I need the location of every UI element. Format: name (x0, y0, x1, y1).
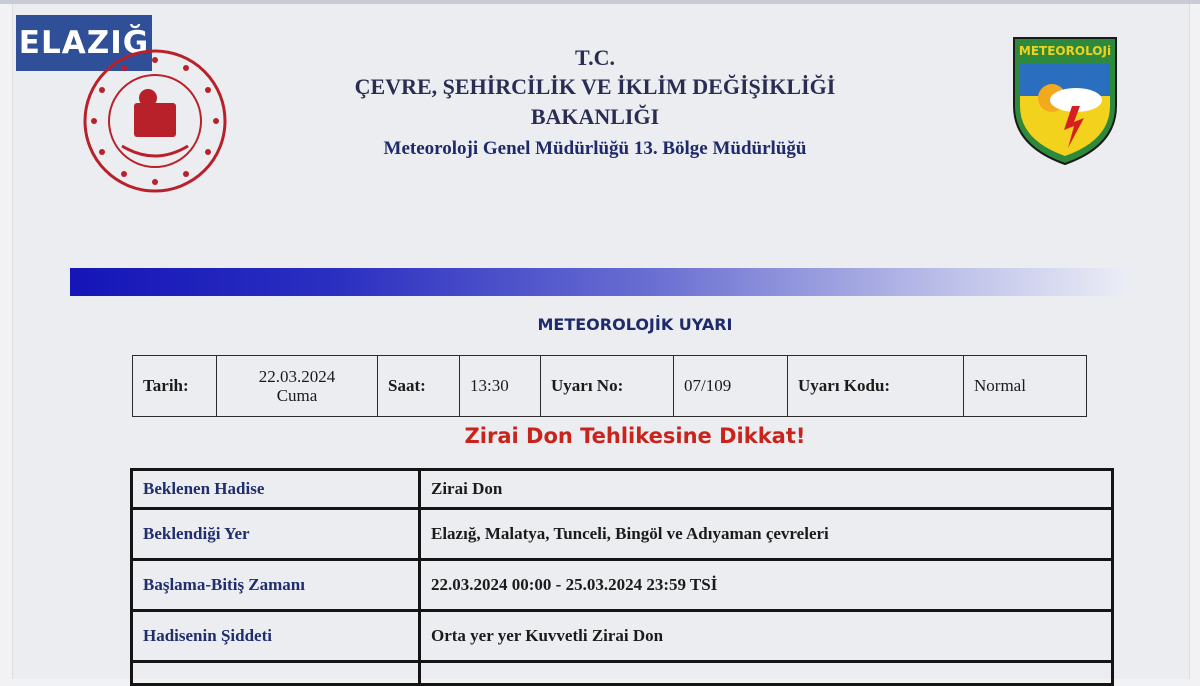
date-label: Tarih: (133, 356, 217, 417)
details-row-partial (132, 662, 1113, 685)
header-line-3: BAKANLIĞI (530, 104, 660, 129)
decorative-gradient-band (70, 268, 1132, 296)
meteoroloji-logo-text: METEOROLOJi (1018, 44, 1112, 58)
header-line-4: Meteoroloji Genel Müdürlüğü 13. Bölge Müdürlüğü (383, 138, 807, 159)
details-key: Beklendiği Yer (132, 509, 420, 560)
details-key: Hadisenin Şiddeti (132, 611, 420, 662)
details-row (132, 509, 1113, 560)
details-row (132, 560, 1113, 611)
site-logo[interactable]: ELAZIĞ (16, 15, 152, 71)
info-row (133, 356, 1087, 417)
details-row (132, 470, 1113, 509)
details-key: Beklenen Hadise (132, 470, 420, 509)
details-value: Elazığ, Malatya, Tunceli, Bingöl ve Adıyaman çevreleri (420, 509, 1113, 560)
ministry-header (280, 44, 910, 166)
day-value: Cuma (276, 386, 318, 405)
date-cell (217, 356, 378, 417)
warning-code-label: Uyarı Kodu: (788, 356, 964, 417)
warning-info-table (132, 355, 1087, 417)
details-row (132, 611, 1113, 662)
details-value: 22.03.2024 00:00 - 25.03.2024 23:59 TSİ (420, 560, 1113, 611)
meteoroloji-shield-logo (1010, 36, 1120, 166)
header-line-1: T.C. (575, 45, 615, 70)
warning-no-label: Uyarı No: (541, 356, 674, 417)
details-value: Orta yer yer Kuvvetli Zirai Don (420, 611, 1113, 662)
warning-details-table (130, 468, 1114, 686)
details-key: Başlama-Bitiş Zamanı (132, 560, 420, 611)
header-line-2: ÇEVRE, ŞEHİRCİLİK VE İKLİM DEĞİŞİKLİĞİ (354, 74, 836, 99)
warning-no-value: 07/109 (674, 356, 788, 417)
date-value: 22.03.2024 (258, 367, 336, 386)
time-value: 13:30 (460, 356, 541, 417)
warning-headline: Zirai Don Tehlikesine Dikkat! (464, 424, 806, 448)
details-value: Zirai Don (420, 470, 1113, 509)
document-title: METEOROLOJİK UYARI (537, 315, 733, 334)
ministry-seal-logo (82, 48, 228, 194)
time-label: Saat: (378, 356, 460, 417)
warning-code-value: Normal (964, 356, 1087, 417)
